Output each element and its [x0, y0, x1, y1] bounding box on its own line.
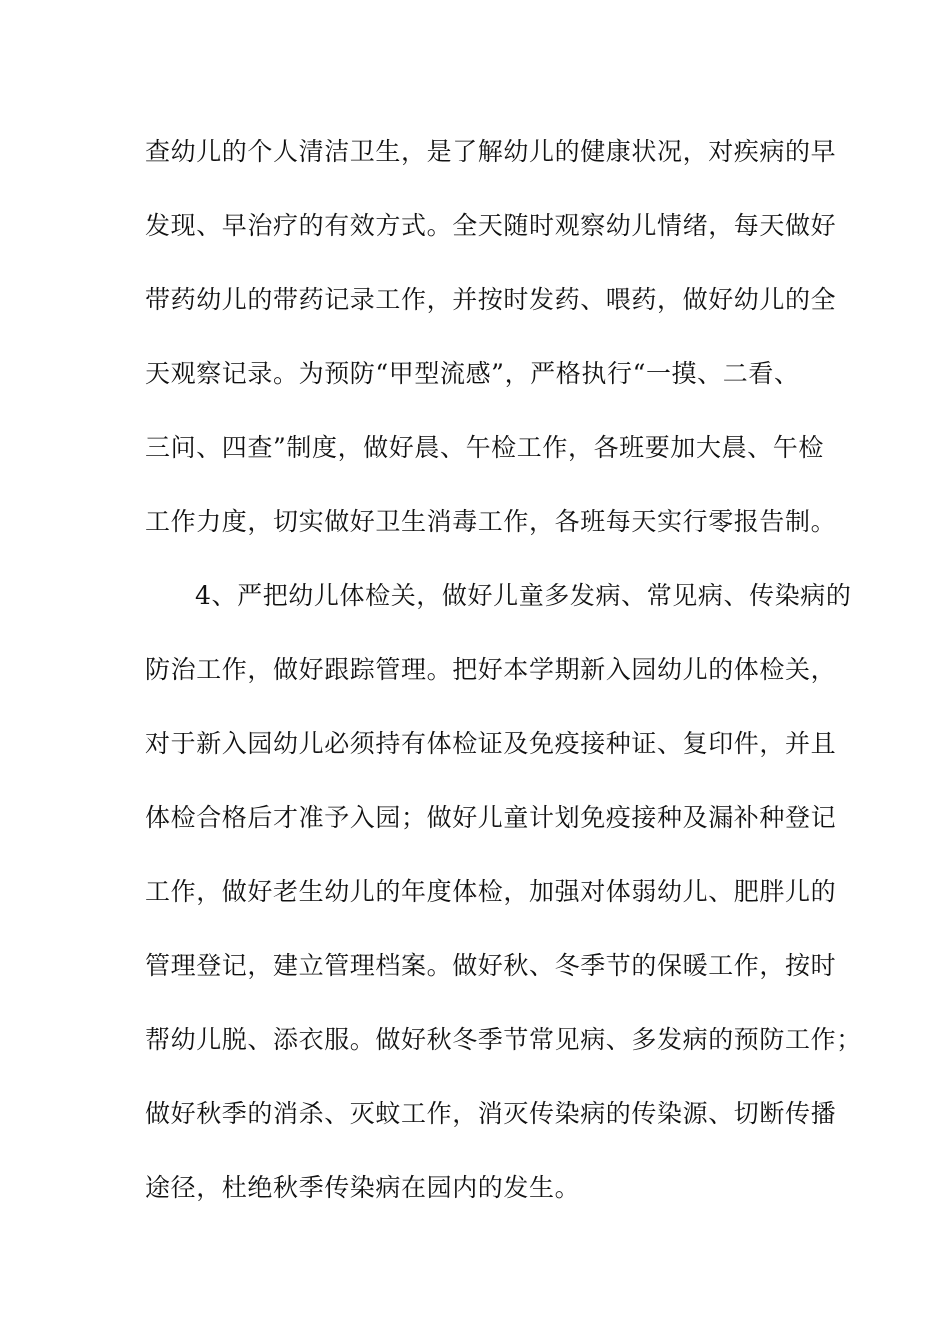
text-line: 管理登记，建立管理档案。做好秋、冬季节的保暖工作，按时 — [145, 951, 837, 980]
text-line: 做好秋季的消杀、灭蚊工作，消灭传染病的传染源、切断传播 — [145, 1099, 837, 1128]
document-body — [145, 132, 862, 1242]
text-line: 三问、四查”制度，做好晨、午检工作，各班要加大晨、午检 — [145, 433, 824, 462]
text-line: 帮幼儿脱、添衣服。做好秋冬季节常见病、多发病的预防工作； — [145, 1025, 862, 1054]
text-line: 带药幼儿的带药记录工作，并按时发药、喂药，做好幼儿的全 — [145, 285, 837, 314]
text-line: 体检合格后才准予入园；做好儿童计划免疫接种及漏补种登记 — [145, 803, 837, 832]
text-line: 工作力度，切实做好卫生消毒工作，各班每天实行零报告制。 — [145, 507, 837, 536]
text-line: 对于新入园幼儿必须持有体检证及免疫接种证、复印件，并且 — [145, 729, 837, 758]
paragraph-start-line: 4、严把幼儿体检关，做好儿童多发病、常见病、传染病的 — [195, 581, 852, 610]
text-line: 天观察记录。为预防“甲型流感”，严格执行“一摸、二看、 — [145, 359, 800, 388]
text-line: 发现、早治疗的有效方式。全天随时观察幼儿情绪，每天做好 — [145, 211, 837, 240]
text-line: 防治工作，做好跟踪管理。把好本学期新入园幼儿的体检关， — [145, 655, 837, 684]
text-line: 途径，杜绝秋季传染病在园内的发生。 — [145, 1173, 581, 1202]
text-line: 查幼儿的个人清洁卫生，是了解幼儿的健康状况，对疾病的早 — [145, 137, 837, 166]
text-line: 工作，做好老生幼儿的年度体检，加强对体弱幼儿、肥胖儿的 — [145, 877, 837, 906]
